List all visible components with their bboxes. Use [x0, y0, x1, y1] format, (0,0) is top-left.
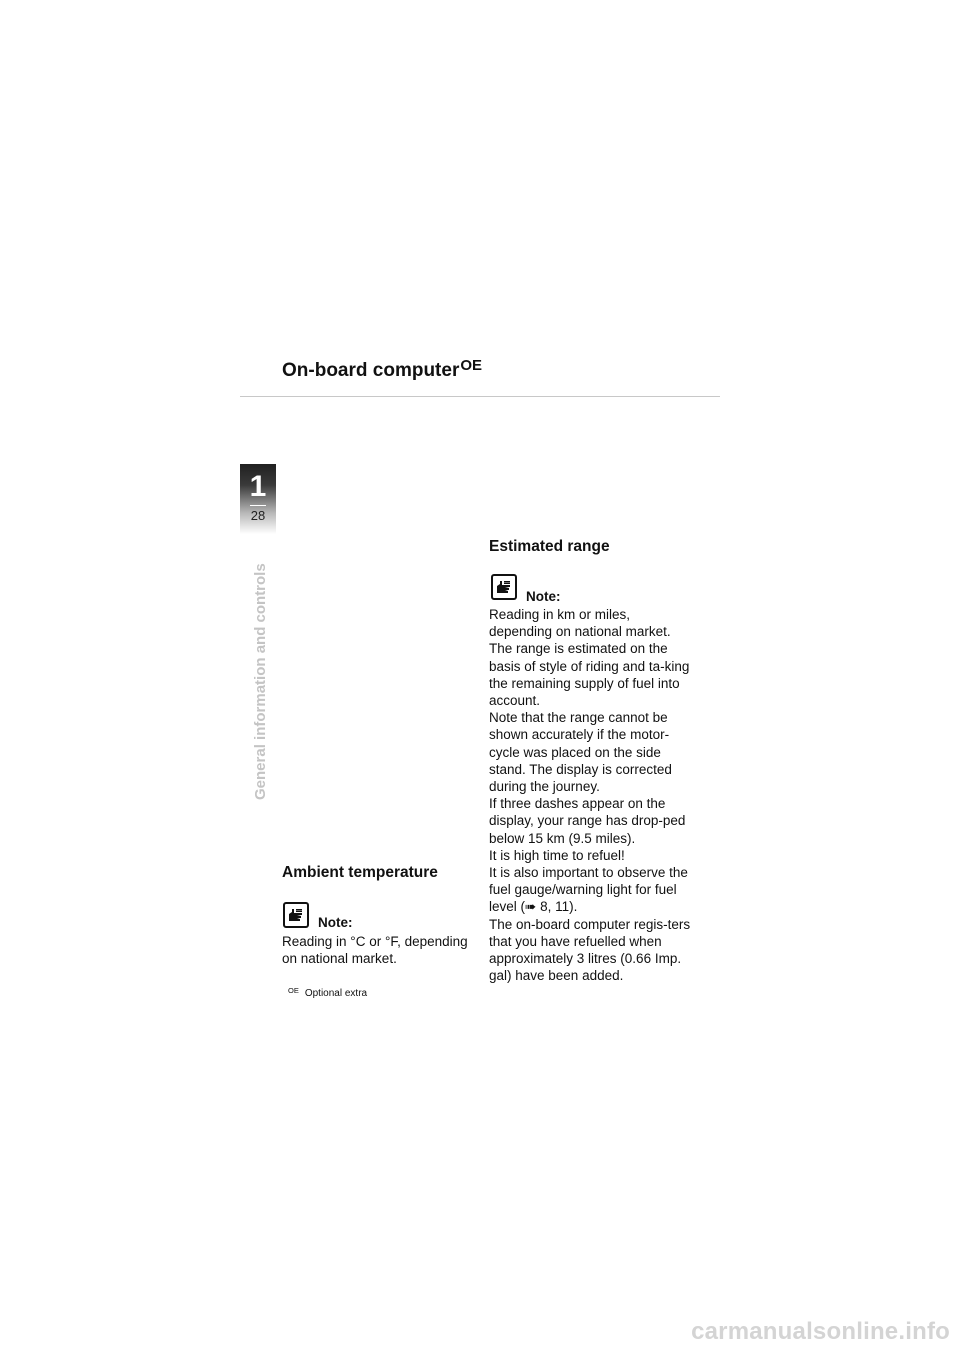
- range-paragraph: Reading in km or miles, depending on national market.: [489, 607, 671, 640]
- chapter-side-label: General information and controls: [252, 563, 269, 800]
- note-hand-icon: [283, 902, 309, 928]
- watermark: carmanualsonline.info: [691, 1318, 950, 1345]
- estimated-range-heading: Estimated range: [489, 538, 610, 555]
- footnote-text: Optional extra: [304, 988, 368, 999]
- title-divider: [240, 396, 720, 397]
- footnote-mark: OE: [288, 986, 299, 995]
- range-note-text: [489, 606, 694, 984]
- range-paragraph: It is high time to refuel!: [489, 847, 625, 863]
- chapter-divider: [250, 505, 266, 506]
- range-paragraph: It is also important to observe the fuel gauge/warning light for fuel level (➠ 8, 11).: [489, 865, 688, 915]
- ambient-note-label: Note:: [318, 915, 353, 930]
- optional-extra-mark: OE: [460, 357, 483, 374]
- page-title: [282, 357, 483, 382]
- chapter-number: 1: [249, 470, 267, 503]
- page-number: 28: [250, 508, 266, 523]
- range-paragraph: The range is estimated on the basis of style of riding and ta-king the remaining supply of fuel into account.: [489, 641, 690, 709]
- range-paragraph: Note that the range cannot be shown accurately if the motor-cycle was placed on the side stand. The display is corrected during the journey.: [489, 710, 672, 795]
- ambient-paragraph: Reading in °C or °F, depending on national market.: [282, 934, 468, 967]
- note-hand-icon: [491, 574, 517, 600]
- ambient-temperature-heading: Ambient temperature: [282, 864, 438, 881]
- page-title-text: On-board computer: [282, 360, 460, 381]
- ambient-note-text: [282, 933, 482, 967]
- range-paragraph: If three dashes appear on the display, your range has drop-ped below 15 km (9.5 miles).: [489, 796, 686, 846]
- footnote: [288, 988, 367, 999]
- chapter-tab: [240, 464, 276, 534]
- range-note-label: Note:: [526, 589, 561, 604]
- range-paragraph: The on-board computer regis-ters that you have refuelled when approximately 3 litres (0.66 Imp. gal) have been added.: [489, 916, 691, 984]
